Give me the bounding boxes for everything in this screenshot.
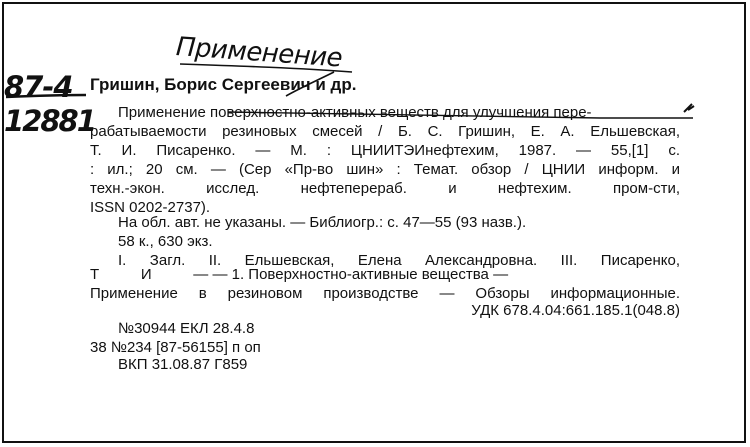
handwritten-code-bottom: 12881 (4, 104, 95, 138)
footer-line-1: №30944 ЕКЛ 28.4.8 (118, 320, 255, 337)
card-heading: Гришин, Борис Сергеевич и др. (90, 75, 357, 94)
udk-code: УДК 678.4.04:661.185.1(048.8) (471, 302, 680, 319)
body-line-7: На обл. авт. не указаны. — Библиогр.: с. 47—55 (93 назв.). (118, 214, 527, 231)
body-line-10: Т И — — 1. Поверхностно-активные вещества — (90, 266, 509, 283)
footer-line-2: 38 №234 [87-56155] п оп (90, 339, 261, 356)
handwritten-code-top: 87-4 (4, 70, 73, 104)
body-line-2: рабатываемости резиновых смесей / Б. С. Гришин, Е. А. Ельшевская, (90, 123, 680, 140)
body-line-8: 58 к., 630 экз. (118, 233, 213, 250)
body-line-9: I. Загл. II. Ельшевская, Елена Александровна. III. Писаренко, (118, 252, 680, 269)
body-line-6: ISSN 0202-2737). (90, 199, 211, 216)
body-line-3: Т. И. Писаренко. — М. : ЦНИИТЭИнефтехим, 1987. — 55,[1] с. (90, 142, 680, 159)
body-line-1: Применение поверхностно-активных веществ для улучшения пере- (118, 104, 592, 121)
body-line-4: : ил.; 20 см. — (Сер «Пр-во шин» : Темат. обзор / ЦНИИ информ. и (90, 161, 680, 178)
body-line-11: Применение в резиновом производстве — Обзоры информационные. (90, 285, 680, 302)
handwritten-title: Применение (174, 32, 344, 74)
body-line-5: техн.-экон. исслед. нефтеперераб. и нефтехим. пром-сти, (90, 180, 680, 197)
footer-line-3: ВКП 31.08.87 Г859 (118, 356, 248, 373)
